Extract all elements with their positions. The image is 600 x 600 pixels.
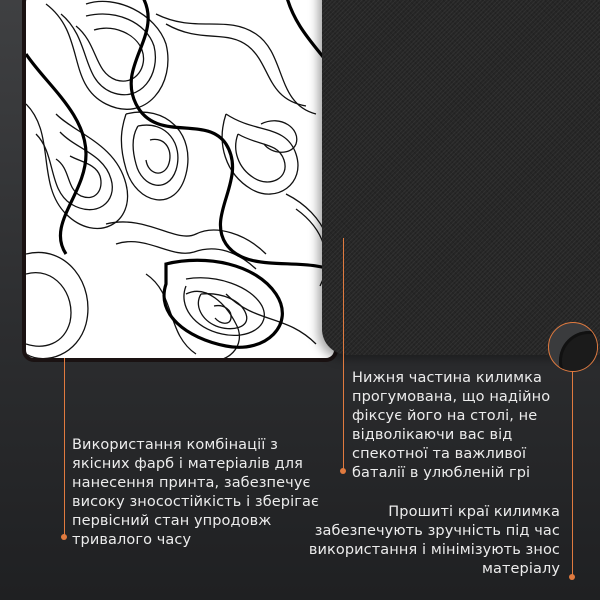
caption-line: використання і мінімізують знос xyxy=(308,542,560,558)
mousepad-back-rubber xyxy=(322,0,600,355)
caption-line: забезпечують зручність під час xyxy=(314,523,560,539)
mousepad-front-print xyxy=(22,0,338,362)
right-bottom-leader-dot xyxy=(569,574,575,580)
caption-rubber-base xyxy=(352,369,550,483)
caption-line: високу зносостійкість і зберігає xyxy=(72,494,320,510)
caption-line: Використання комбінації з xyxy=(72,437,278,453)
topographic-pattern xyxy=(26,0,338,362)
caption-line: якісних фарб і матеріалів для xyxy=(72,456,303,472)
caption-line: нанесення принта, забезпечує xyxy=(72,475,311,491)
left-leader-line xyxy=(64,358,65,536)
caption-line: фіксує його на столі, не xyxy=(352,408,538,424)
caption-line: тривалого часу xyxy=(72,532,192,548)
caption-line: прогумована, що надійно xyxy=(352,389,551,405)
right-top-leader-dot xyxy=(340,468,346,474)
stitched-edge-zoom xyxy=(548,322,598,372)
caption-line: первісний стан упродовж xyxy=(72,513,272,529)
caption-line: Нижня частина килимка xyxy=(352,370,543,386)
caption-stitched-edges xyxy=(309,503,560,579)
stitched-corner xyxy=(559,331,598,372)
caption-line: матеріалу xyxy=(481,561,560,577)
right-top-leader-line xyxy=(343,238,344,470)
caption-print-quality xyxy=(72,436,319,550)
caption-line: відволікаючи вас від xyxy=(352,427,513,443)
caption-line: Прошиті краї килимка xyxy=(388,504,560,520)
left-leader-dot xyxy=(61,534,67,540)
caption-line: баталії в улюбленій грі xyxy=(352,465,531,481)
right-bottom-leader-line xyxy=(572,372,573,578)
caption-line: спекотної та важливої xyxy=(352,446,527,462)
